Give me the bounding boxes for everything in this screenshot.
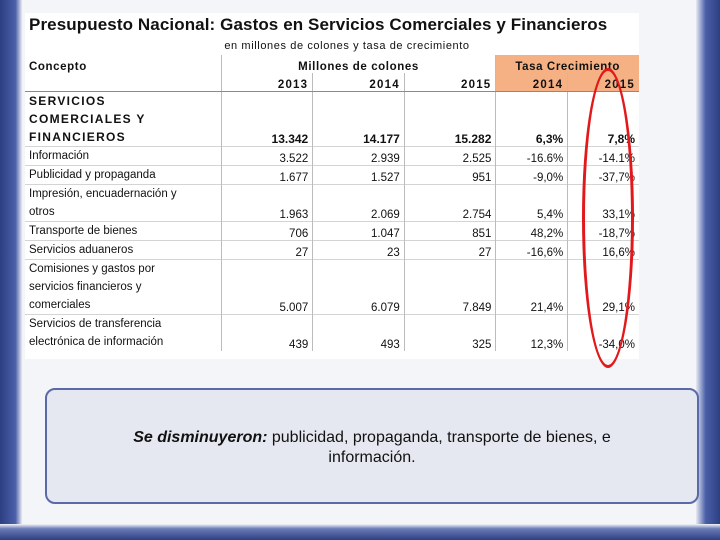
note-emphasis: Se disminuyeron: — [133, 429, 268, 446]
table-body — [25, 92, 639, 352]
cell-amount: 1.047 — [313, 222, 405, 241]
cell-rate: 5,4% — [496, 185, 568, 222]
cell-amount: 5.007 — [221, 260, 313, 315]
cell-amount: 3.522 — [221, 147, 313, 166]
row-label-line: otros — [29, 206, 55, 218]
cell-amount: 27 — [221, 241, 313, 260]
highlight-circle — [582, 68, 634, 368]
row-label — [25, 92, 221, 147]
table-row — [25, 185, 639, 222]
cell-amount: 439 — [221, 315, 313, 352]
sheet-title: Presupuesto Nacional: Gastos en Servicios Comerciales y Financieros — [29, 15, 608, 34]
table-row — [25, 166, 639, 185]
cell-amount: 493 — [313, 315, 405, 352]
row-label — [25, 147, 221, 166]
header-rates-group: Tasa Crecimiento — [496, 55, 639, 73]
cell-rate: -16,6% — [496, 241, 568, 260]
cell-rate: 16,6% — [568, 241, 639, 260]
cell-amount: 2.525 — [404, 147, 496, 166]
cell-rate: 21,4% — [496, 260, 568, 315]
row-label-line: electrónica de información — [29, 336, 164, 348]
row-label-line: comerciales — [29, 299, 91, 311]
row-label-line: Impresión, encuadernación y — [29, 188, 177, 200]
right-border — [696, 0, 720, 540]
row-label-line: Comisiones y gastos por — [29, 263, 155, 275]
row-label — [25, 185, 221, 222]
cell-rate: -14.1% — [568, 147, 639, 166]
cell-rate: -9,0% — [496, 166, 568, 185]
header-rate-2015: 2015 — [568, 73, 639, 92]
cell-amount: 23 — [313, 241, 405, 260]
cell-rate: 33,1% — [568, 185, 639, 222]
cell-amount: 2.069 — [313, 185, 405, 222]
note-box — [45, 388, 699, 504]
table-row — [25, 260, 639, 315]
header-year-2014: 2014 — [313, 73, 405, 92]
row-label — [25, 222, 221, 241]
row-label — [25, 315, 221, 352]
cell-amount: 1.677 — [221, 166, 313, 185]
row-label — [25, 241, 221, 260]
row-label-line: Transporte de bienes — [29, 225, 138, 237]
cell-amount: 2.754 — [404, 185, 496, 222]
cell-amount: 851 — [404, 222, 496, 241]
cell-amount: 951 — [404, 166, 496, 185]
row-label-line: Publicidad y propaganda — [29, 169, 156, 181]
table-row-total — [25, 92, 639, 147]
cell-amount: 1.527 — [313, 166, 405, 185]
cell-amount: 7.849 — [404, 260, 496, 315]
cell-rate: -18,7% — [568, 222, 639, 241]
table-row — [25, 147, 639, 166]
sheet-subtitle: en millones de colones y tasa de crecimiento — [224, 40, 470, 52]
cell-rate: 12,3% — [496, 315, 568, 352]
row-label-line: FINANCIEROS — [29, 130, 126, 144]
left-border — [0, 0, 22, 540]
cell-amount: 13.342 — [221, 92, 313, 147]
cell-amount: 14.177 — [313, 92, 405, 147]
cell-amount: 325 — [404, 315, 496, 352]
row-label — [25, 260, 221, 315]
header-amounts-group: Millones de colones — [221, 55, 496, 73]
header-row-groups — [25, 55, 639, 73]
header-rate-2014: 2014 — [496, 73, 568, 92]
cell-amount: 27 — [404, 241, 496, 260]
note-text — [107, 428, 637, 468]
cell-rate: -16.6% — [496, 147, 568, 166]
header-year-2013: 2013 — [221, 73, 313, 92]
row-label-line: servicios financieros y — [29, 281, 142, 293]
cell-rate: 7,8% — [607, 132, 635, 146]
budget-table — [25, 55, 639, 351]
table-row — [25, 222, 639, 241]
cell-rate: 48,2% — [496, 222, 568, 241]
bottom-border — [0, 524, 720, 540]
budget-sheet — [25, 13, 639, 359]
cell-rate: 29,1% — [568, 260, 639, 315]
cell-amount: 2.939 — [313, 147, 405, 166]
row-label-line: SERVICIOS — [29, 94, 106, 108]
row-label-line: COMERCIALES Y — [29, 112, 146, 126]
cell-amount: 706 — [221, 222, 313, 241]
header-concept: Concepto — [25, 55, 221, 73]
row-label-line: Información — [29, 150, 90, 162]
cell-amount: 1.963 — [221, 185, 313, 222]
cell-amount: 6.079 — [313, 260, 405, 315]
table-row — [25, 315, 639, 352]
header-row-years — [25, 73, 639, 92]
row-label-line: Servicios aduaneros — [29, 244, 134, 256]
cell-rate: 6,3% — [496, 92, 568, 147]
cell-amount: 15.282 — [404, 92, 496, 147]
cell-rate: -34,0% — [568, 315, 639, 352]
table-row — [25, 241, 639, 260]
note-body: publicidad, propaganda, transporte de bienes, e información. — [267, 429, 611, 466]
row-label — [25, 166, 221, 185]
row-label-line: Servicios de transferencia — [29, 318, 162, 330]
cell-rate: -37,7% — [568, 166, 639, 185]
header-concept-empty — [25, 73, 221, 92]
header-year-2015: 2015 — [404, 73, 496, 92]
